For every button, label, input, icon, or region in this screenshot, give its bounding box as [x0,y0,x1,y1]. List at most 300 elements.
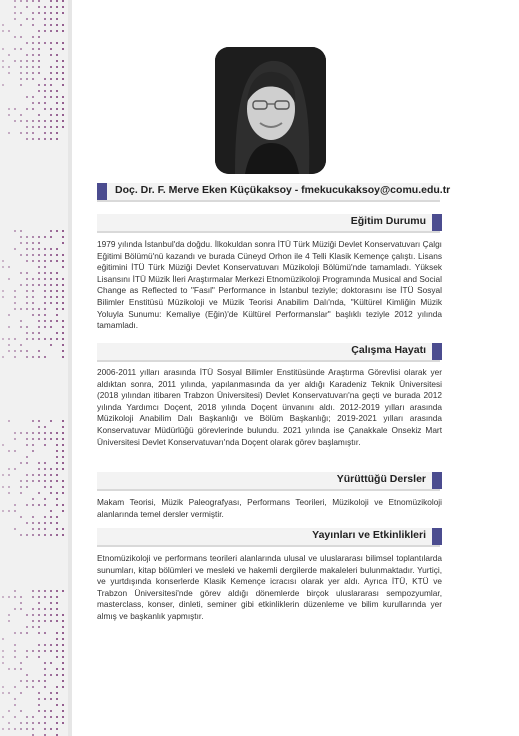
pattern-dot [38,680,40,682]
pattern-dot [8,266,10,268]
pattern-dot [20,84,22,86]
pattern-dot [2,260,4,262]
pattern-dot [62,614,64,616]
pattern-dot [32,314,34,316]
pattern-dot [8,710,10,712]
pattern-dot [26,326,28,328]
pattern-dot [8,450,10,452]
pattern-dot [26,108,28,110]
pattern-dot [8,278,10,280]
pattern-dot [56,638,58,640]
pattern-dot [62,650,64,652]
pattern-dot [8,722,10,724]
pattern-dot [50,620,52,622]
pattern-dot [62,456,64,458]
pattern-dot [62,644,64,646]
pattern-dot [38,596,40,598]
pattern-dot [32,534,34,536]
pattern-dot [56,260,58,262]
pattern-dot [38,350,40,352]
pattern-dot [50,590,52,592]
pattern-dot [14,60,16,62]
pattern-dot [56,498,58,500]
pattern-dot [38,260,40,262]
pattern-dot [8,668,10,670]
pattern-dot [2,84,4,86]
pattern-dot [56,78,58,80]
pattern-dot [8,326,10,328]
pattern-dot [50,54,52,56]
pattern-dot [62,48,64,50]
pattern-dot [56,698,58,700]
pattern-dot [38,722,40,724]
pattern-dot [26,626,28,628]
pattern-dot [62,716,64,718]
pattern-dot [32,260,34,262]
pattern-dot [38,620,40,622]
pattern-dot [26,614,28,616]
pattern-dot [50,0,52,2]
pattern-dot [14,108,16,110]
pattern-dot [38,656,40,658]
pattern-dot [56,656,58,658]
pattern-dot [38,338,40,340]
pattern-dot [44,596,46,598]
pattern-dot [62,626,64,628]
pattern-dot [44,314,46,316]
strip-edge [68,0,72,736]
pattern-dot [38,704,40,706]
pattern-dot [32,242,34,244]
pattern-dot [26,284,28,286]
pattern-dot [20,462,22,464]
pattern-dot [38,254,40,256]
pattern-dot [20,132,22,134]
pattern-dot [38,608,40,610]
pattern-dot [38,12,40,14]
pattern-dot [32,254,34,256]
pattern-dot [8,728,10,730]
pattern-dot [56,108,58,110]
pattern-dot [26,96,28,98]
pattern-dot [26,308,28,310]
pattern-dot [50,78,52,80]
pattern-dot [26,0,28,2]
pattern-dot [26,242,28,244]
pattern-dot [26,126,28,128]
pattern-dot [20,344,22,346]
pattern-dot [44,426,46,428]
pattern-dot [62,290,64,292]
pattern-dot [26,650,28,652]
pattern-dot [38,266,40,268]
pattern-dot [32,42,34,44]
pattern-dot [8,474,10,476]
pattern-dot [62,528,64,530]
pattern-dot [62,42,64,44]
pattern-dot [50,716,52,718]
pattern-dot [62,356,64,358]
pattern-dot [62,486,64,488]
pattern-dot [26,534,28,536]
pattern-dot [14,668,16,670]
pattern-dot [38,6,40,8]
section-text-calisma-hayati: 2006-2011 yılları arasında İTÜ Sosyal Bilimler Enstitüsünde Araştırma Görevlisi olarak yer aldıktan sonra, 2011 yılında, yapılanmasında da yer aldığı Karadeniz Teknik Üniversitesi (2018 yılından itibaren Trabzon Üniversitesi) Devlet Konservatuvarı'na geçti ve burada 2012 yılında Yardımcı Doçent, 2018 yılında Doçent ünvanını aldı. 2012-2019 yılları arasında Müzikoloji Anabilim Dalı Başkanlığı ve Bölüm Başkanlığı; 2019-2021 yılları arasında Konservatuvar Müdürlüğü görevlerinde bulundu. 2021 yılında ise Çanakkale Onsekiz Mart Üniversitesi Devlet Konservatuvarı'nda Doçent olarak görev başlamıştır. [97,367,442,447]
pattern-dot [44,644,46,646]
pattern-dot [56,6,58,8]
pattern-dot [14,338,16,340]
pattern-dot [14,350,16,352]
pattern-dot [50,534,52,536]
pattern-dot [20,728,22,730]
pattern-dot [26,486,28,488]
pattern-dot [50,6,52,8]
pattern-dot [62,722,64,724]
pattern-dot [2,650,4,652]
section-title: Çalışma Hayatı [351,344,426,356]
pattern-dot [62,590,64,592]
pattern-dot [38,528,40,530]
pattern-dot [20,492,22,494]
pattern-dot [32,102,34,104]
pattern-dot [26,54,28,56]
pattern-dot [32,420,34,422]
pattern-dot [62,438,64,440]
pattern-dot [32,474,34,476]
pattern-dot [50,108,52,110]
pattern-dot [2,356,4,358]
pattern-dot [62,620,64,622]
pattern-dot [56,716,58,718]
pattern-dot [62,126,64,128]
pattern-dot [50,30,52,32]
pattern-dot [50,326,52,328]
accent-marker [432,214,442,231]
pattern-dot [14,590,16,592]
pattern-dot [26,18,28,20]
pattern-dot [62,302,64,304]
pattern-dot [38,614,40,616]
pattern-dot [44,516,46,518]
section-title: Yürüttüğü Dersler [336,473,426,485]
pattern-dot [44,254,46,256]
pattern-dot [14,12,16,14]
pattern-dot [26,278,28,280]
pattern-dot [8,30,10,32]
pattern-dot [44,108,46,110]
pattern-dot [32,614,34,616]
pattern-dot [20,486,22,488]
pattern-dot [26,290,28,292]
pattern-dot [50,96,52,98]
pattern-dot [50,290,52,292]
pattern-dot [44,138,46,140]
pattern-dot [62,344,64,346]
pattern-dot [62,66,64,68]
pattern-dot [32,686,34,688]
pattern-dot [14,302,16,304]
pattern-dot [38,332,40,334]
pattern-dot [14,438,16,440]
pattern-dot [38,522,40,524]
section-header-yuruttugu-dersler [97,472,440,491]
pattern-dot [44,722,46,724]
pattern-dot [62,296,64,298]
pattern-dot [44,102,46,104]
pattern-dot [2,48,4,50]
pattern-dot [56,30,58,32]
pattern-dot [26,236,28,238]
pattern-dot [2,638,4,640]
pattern-dot [20,680,22,682]
section-text-yuruttugu-dersler: Makam Teorisi, Müzik Paleografyası, Performans Teorileri, Müzikoloji ve Etnomüzikoloji alanlarında temel dersler vermiştir. [97,497,442,519]
pattern-dot [62,656,64,658]
pattern-dot [56,450,58,452]
pattern-dot [44,728,46,730]
pattern-dot [62,420,64,422]
pattern-dot [50,296,52,298]
pattern-dot [62,492,64,494]
pattern-dot [62,120,64,122]
pattern-dot [62,102,64,104]
pattern-dot [62,6,64,8]
pattern-dot [56,432,58,434]
pattern-dot [56,308,58,310]
pattern-dot [38,30,40,32]
pattern-dot [38,644,40,646]
pattern-dot [2,510,4,512]
pattern-dot [20,692,22,694]
pattern-dot [32,120,34,122]
pattern-dot [56,474,58,476]
pattern-dot [8,114,10,116]
pattern-dot [26,6,28,8]
pattern-dot [38,356,40,358]
pattern-dot [38,474,40,476]
pattern-dot [56,534,58,536]
pattern-dot [20,272,22,274]
pattern-dot [26,254,28,256]
pattern-dot [14,644,16,646]
pattern-dot [32,516,34,518]
pattern-dot [32,438,34,440]
pattern-dot [38,326,40,328]
pattern-dot [26,522,28,524]
pattern-dot [20,254,22,256]
pattern-dot [32,444,34,446]
pattern-dot [8,420,10,422]
pattern-dot [50,284,52,286]
pattern-dot [20,284,22,286]
pattern-dot [56,114,58,116]
pattern-dot [62,338,64,340]
pattern-dot [32,72,34,74]
pattern-dot [20,710,22,712]
pattern-dot [50,72,52,74]
pattern-dot [32,60,34,62]
pattern-dot [32,48,34,50]
pattern-dot [50,492,52,494]
pattern-dot [38,438,40,440]
pattern-dot [62,254,64,256]
pattern-dot [20,48,22,50]
pattern-dot [44,650,46,652]
pattern-dot [56,248,58,250]
pattern-dot [8,492,10,494]
pattern-dot [20,36,22,38]
pattern-dot [38,314,40,316]
pattern-dot [56,332,58,334]
pattern-dot [56,254,58,256]
pattern-dot [32,236,34,238]
pattern-dot [50,510,52,512]
pattern-dot [2,486,4,488]
pattern-dot [32,722,34,724]
pattern-dot [44,608,46,610]
pattern-dot [32,278,34,280]
pattern-dot [32,54,34,56]
pattern-dot [14,656,16,658]
pattern-dot [62,84,64,86]
pattern-dot [56,338,58,340]
pattern-dot [56,722,58,724]
pattern-dot [56,686,58,688]
pattern-dot [44,716,46,718]
pattern-dot [44,260,46,262]
pattern-dot [26,332,28,334]
pattern-dot [32,498,34,500]
pattern-dot [2,60,4,62]
pattern-dot [32,96,34,98]
pattern-dot [26,248,28,250]
pattern-dot [44,528,46,530]
pattern-dot [62,114,64,116]
pattern-dot [8,72,10,74]
pattern-dot [62,462,64,464]
pattern-dot [50,338,52,340]
pattern-dot [44,468,46,470]
pattern-dot [62,30,64,32]
pattern-dot [20,24,22,26]
pattern-dot [26,674,28,676]
pattern-dot [44,356,46,358]
pattern-dot [20,60,22,62]
pattern-dot [62,534,64,536]
pattern-dot [2,290,4,292]
pattern-dot [56,614,58,616]
pattern-dot [20,608,22,610]
pattern-dot [56,602,58,604]
pattern-dot [56,102,58,104]
pattern-dot [38,66,40,68]
pattern-dot [44,236,46,238]
pattern-dot [8,614,10,616]
pattern-dot [44,498,46,500]
pattern-dot [32,590,34,592]
pattern-dot [44,438,46,440]
pattern-dot [32,620,34,622]
pattern-dot [62,236,64,238]
pattern-dot [44,126,46,128]
pattern-dot [50,90,52,92]
pattern-dot [26,260,28,262]
pattern-dot [38,462,40,464]
pattern-dot [56,704,58,706]
pattern-dot [44,266,46,268]
pattern-dot [50,84,52,86]
pattern-dot [38,692,40,694]
pattern-dot [56,528,58,530]
pattern-dot [38,242,40,244]
pattern-dot [44,590,46,592]
pattern-dot [56,90,58,92]
pattern-dot [38,650,40,652]
pattern-dot [62,426,64,428]
pattern-dot [38,320,40,322]
section-text-egitim-durumu: 1979 yılında İstanbul'da doğdu. İlkokuldan sonra İTÜ Türk Müziği Devlet Konservatuvarı Çalgı Eğitimi Bölümü'nü kazandı ve burada Cüneyd Orhon ile 4 Telli Klasik Kemençe çalıştı. Lisans eğitimini İTÜ Türk Müziği Devlet Konservatuvarı Müzikoloji Bölümü'nde tamamladı. Yüksek Lisansını İTÜ Müzik İleri Araştırmalar Merkezi Etnomüzikoloji Programında Musical and Social Change as Reflected to "Fasıl" Performance in İstanbul teziyle; doktorasını ise İTÜ Sosyal Bilimler Enstitüsü Müzikoloji ve Müzik Teorisi Anabilim Dalı'nda, "Kültürel Kimliğin Müzik Yoluyla Sunumu: Kemaliye (Eğin)'de Kültürel Performanslar" başlıklı teziyle 2012 yılında tamamladı. [97,239,442,331]
accent-marker [432,528,442,545]
pattern-dot [32,290,34,292]
pattern-dot [56,504,58,506]
pattern-dot [26,686,28,688]
pattern-dot [56,516,58,518]
pattern-dot [26,462,28,464]
pattern-dot [56,620,58,622]
pattern-dot [32,680,34,682]
pattern-dot [44,474,46,476]
pattern-dot [62,332,64,334]
pattern-dot [50,596,52,598]
pattern-dot [2,656,4,658]
pattern-dot [62,72,64,74]
pattern-dot [38,504,40,506]
pattern-dot [26,716,28,718]
pattern-dot [50,120,52,122]
pattern-dot [38,236,40,238]
pattern-dot [38,120,40,122]
pattern-dot [14,596,16,598]
pattern-dot [26,302,28,304]
pattern-dot [50,12,52,14]
pattern-dot [32,528,34,530]
pattern-dot [14,468,16,470]
pattern-dot [50,248,52,250]
pattern-dot [14,248,16,250]
pattern-dot [62,632,64,634]
pattern-dot [38,284,40,286]
pattern-dot [32,296,34,298]
pattern-dot [56,728,58,730]
pattern-dot [62,242,64,244]
pattern-dot [14,230,16,232]
pattern-dot [32,78,34,80]
pattern-dot [38,534,40,536]
pattern-dot [56,438,58,440]
pattern-dot [50,650,52,652]
pattern-dot [44,84,46,86]
pattern-dot [50,692,52,694]
pattern-dot [2,728,4,730]
pattern-dot [8,66,10,68]
pattern-dot [50,728,52,730]
pattern-dot [44,486,46,488]
pattern-dot [62,12,64,14]
pattern-dot [62,710,64,712]
pattern-dot [14,308,16,310]
pattern-dot [44,272,46,274]
pattern-dot [14,632,16,634]
pattern-dot [14,36,16,38]
